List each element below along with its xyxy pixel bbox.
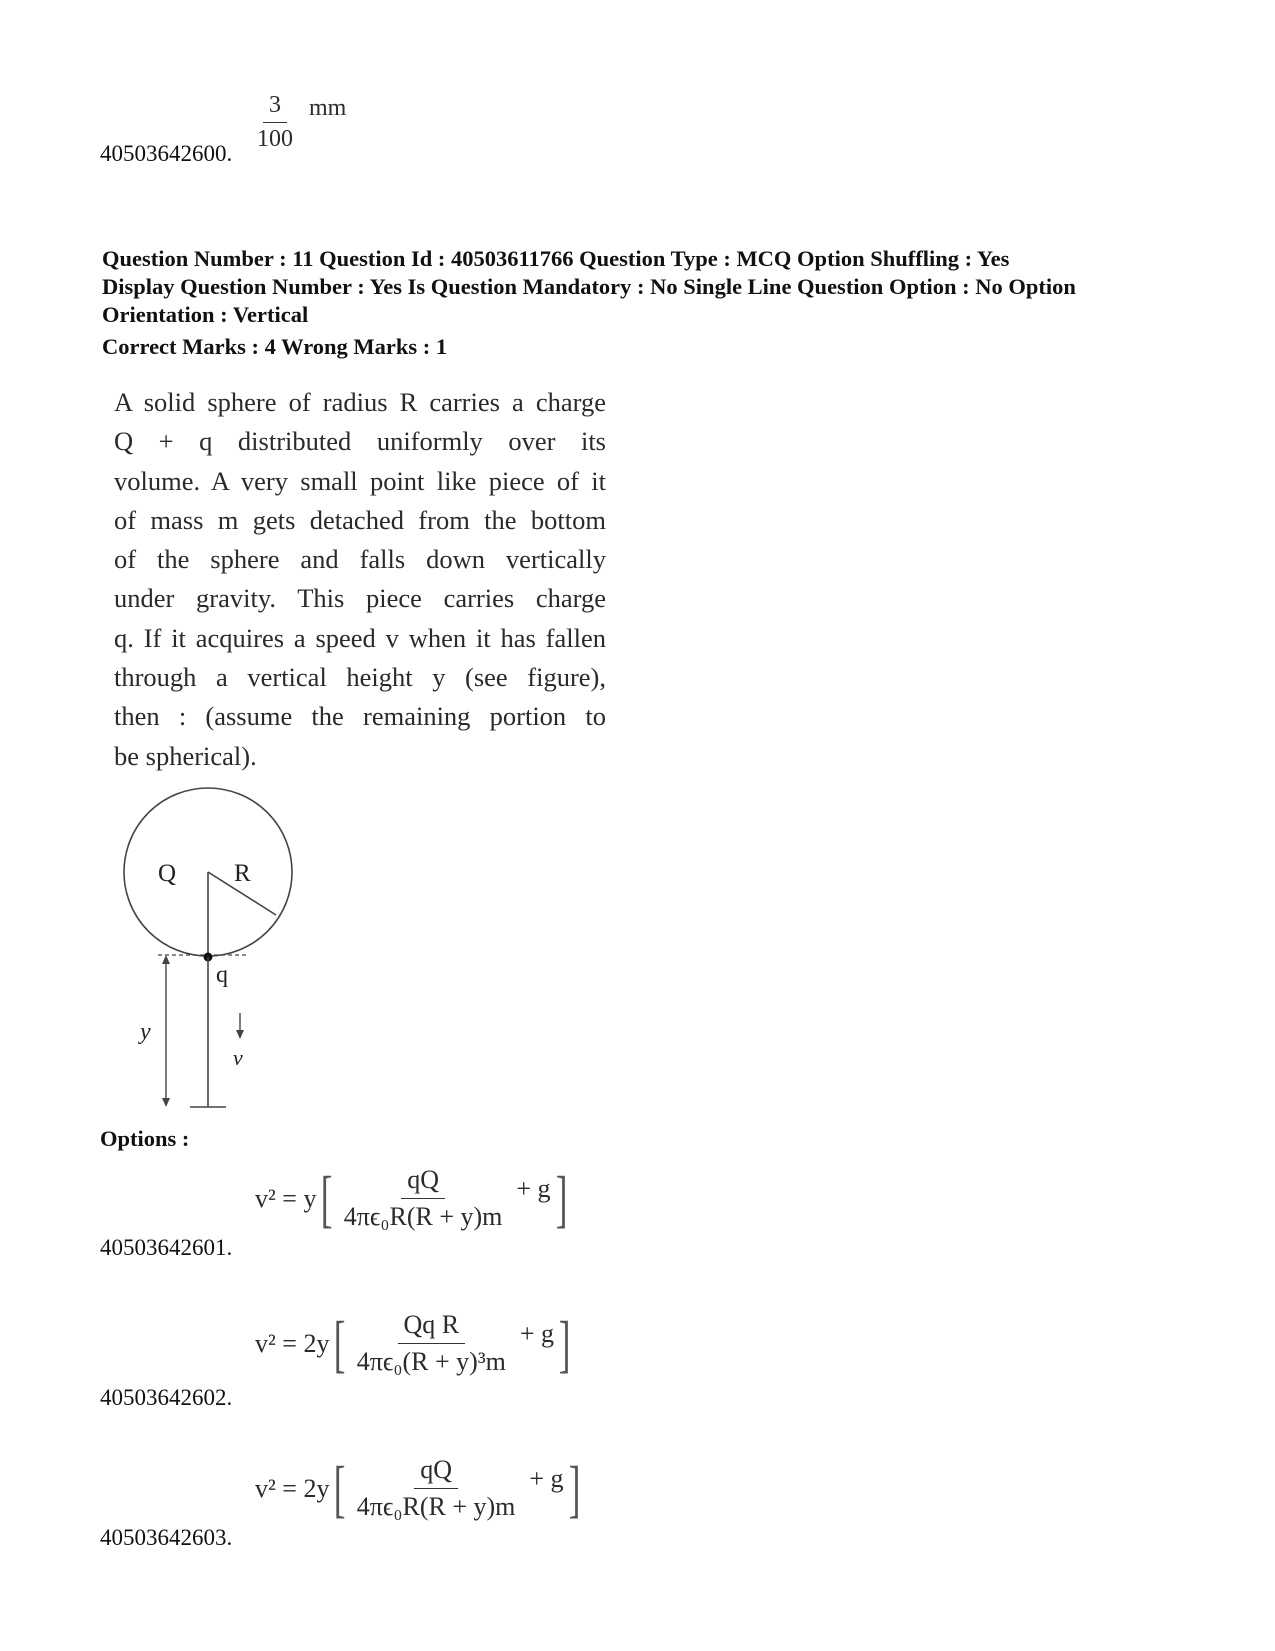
left-bracket: [ <box>334 1452 346 1524</box>
option-1-numerator: qQ <box>401 1165 445 1199</box>
sphere-figure <box>110 785 310 1115</box>
option-2-numerator: Qq R <box>398 1310 466 1344</box>
option-1-id: 40503642601. <box>100 1235 233 1260</box>
prev-option-numerator: 3 <box>263 92 287 123</box>
right-bracket: ] <box>558 1307 571 1379</box>
right-bracket: ] <box>568 1452 581 1524</box>
question-meta-line-1: Question Number : 11 Question Id : 40503611766 Question Type : MCQ Option Shuffling : Yes <box>102 246 1010 271</box>
label-v: v <box>233 1045 243 1070</box>
option-3-denominator: 4πϵ₀R(R + y)m <box>356 1492 516 1521</box>
question-text <box>114 383 606 776</box>
question-meta-line-3: Orientation : Vertical <box>102 302 309 327</box>
question-text-line: under gravity. This piece carries charge <box>114 583 606 614</box>
prev-option-value <box>251 92 346 153</box>
options-label: Options : <box>100 1126 190 1151</box>
question-meta-line-2: Display Question Number : Yes Is Question Mandatory : No Single Line Question Option : No Option <box>102 274 1076 299</box>
option-2-id: 40503642602. <box>100 1385 233 1410</box>
option-2-lhs: v² = 2y <box>255 1328 330 1358</box>
question-text-line: q. If it acquires a speed v when it has fallen <box>114 622 606 653</box>
height-arrow-up <box>162 955 170 964</box>
prev-option-denominator: 100 <box>257 126 293 152</box>
option-3-lhs: v² = 2y <box>255 1473 330 1503</box>
option-1-tail: + g <box>516 1173 551 1203</box>
option-2-fraction <box>351 1310 512 1377</box>
option-1-denominator: 4πϵ₀R(R + y)m <box>343 1202 503 1231</box>
option-3-tail: + g <box>529 1463 564 1493</box>
option-2-formula <box>255 1307 575 1379</box>
option-2-tail: + g <box>519 1318 555 1348</box>
question-marks: Correct Marks : 4 Wrong Marks : 1 <box>102 334 448 359</box>
prev-option-fraction <box>251 92 299 153</box>
label-Q: Q <box>158 860 177 887</box>
option-1-lhs: v² = y <box>255 1183 317 1213</box>
height-arrow-down <box>162 1098 170 1107</box>
question-text-line: then : (assume the remaining portion to <box>114 701 606 732</box>
option-1-formula <box>255 1162 572 1234</box>
left-bracket: [ <box>321 1162 333 1234</box>
question-text-line: be spherical). <box>114 740 257 771</box>
question-meta <box>102 245 1242 329</box>
question-text-line: A solid sphere of radius R carries a charge <box>114 387 606 417</box>
prev-option-id: 40503642600. <box>100 141 233 166</box>
option-3-numerator: qQ <box>414 1455 458 1489</box>
option-3-formula <box>255 1452 585 1524</box>
question-text-line: volume. A very small point like piece of it <box>114 465 606 496</box>
label-q: q <box>216 962 228 988</box>
prev-option-unit: mm <box>309 95 347 121</box>
option-3-fraction <box>351 1455 522 1522</box>
velocity-arrow-head <box>236 1030 244 1039</box>
question-text-line: Q + q distributed uniformly over its <box>114 426 606 457</box>
option-1-fraction <box>338 1165 509 1232</box>
right-bracket: ] <box>555 1162 568 1234</box>
label-R: R <box>234 860 251 887</box>
question-text-line: through a vertical height y (see figure), <box>114 662 606 693</box>
option-2-denominator: 4πϵ₀(R + y)³m <box>356 1347 506 1376</box>
question-text-line: of the sphere and falls down vertically <box>114 544 606 575</box>
label-y: y <box>140 1019 151 1045</box>
left-bracket: [ <box>334 1307 346 1379</box>
option-3-id: 40503642603. <box>100 1525 233 1550</box>
question-text-line: of mass m gets detached from the bottom <box>114 504 606 535</box>
